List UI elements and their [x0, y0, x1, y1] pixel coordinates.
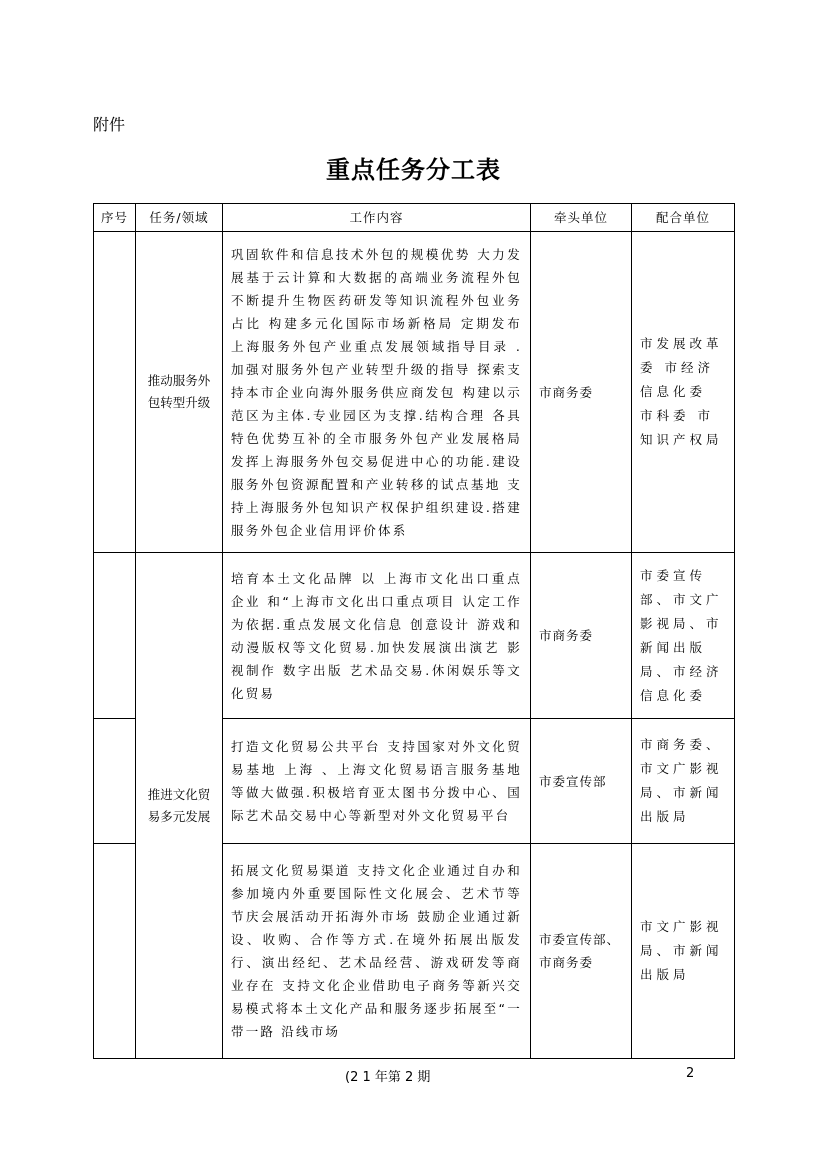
coop-cell: 市文广影视局、市新闻出版局: [632, 844, 735, 1059]
content-cell: 培育本土文化品牌 以 上海市文化出口重点企业 和“上海市文化出口重点项目 认定工作为依据.重点发展文化信息 创意设计 游戏和动漫版权等文化贸易.加快发展演出演艺 影视制作 数字出版 艺术品交易.休闲娱乐等文化贸易: [223, 553, 531, 719]
header-coop: 配合单位: [632, 204, 735, 232]
table-header-row: [94, 204, 735, 232]
lead-cell: 市委宣传部、市商务委: [531, 844, 632, 1059]
lead-cell: 市委宣传部: [531, 719, 632, 844]
coop-cell: 市发展改革委 市经济信息化委 市科委 市知识产权局: [632, 232, 735, 553]
header-content: 工作内容: [223, 204, 531, 232]
task-cell: 推动服务外包转型升级: [136, 232, 223, 553]
table-row: [94, 553, 735, 719]
content-cell: 拓展文化贸易渠道 支持文化企业通过自办和参加境内外重要国际性文化展会、艺术节等节庆会展活动开拓海外市场 鼓励企业通过新设、收购、合作等方式.在境外拓展出版发行、演出经纪、艺术品经营、游戏研发等商业存在 支持文化企业借助电子商务等新兴交易模式将本土文化产品和服务逐步拓展至“一带一路 沿线市场: [223, 844, 531, 1059]
header-lead: 牵头单位: [531, 204, 632, 232]
seq-cell: [94, 719, 136, 844]
content-cell: 巩固软件和信息技术外包的规模优势 大力发展基于云计算和大数据的高端业务流程外包 不断提升生物医药研发等知识流程外包业务占比 构建多元化国际市场新格局 定期发布 上海服务外包产业重点发展领域指导目录 .加强对服务外包产业转型升级的指导 探索支持本市企业向海外服务供应商发包 构建以示范区为主体.专业园区为支撑.结构合理 各具特色优势互补的全市服务外包产业发展格局 发挥上海服务外包交易促进中心的功能.建设服务外包资源配置和产业转移的试点基地 支持上海服务外包知识产权保护组织建设.搭建服务外包企业信用评价体系: [223, 232, 531, 553]
coop-cell: 市委宣传部、市文广影视局、市新闻出版局、市经济信息化委: [632, 553, 735, 719]
seq-cell: [94, 844, 136, 1059]
header-seq: 序号: [94, 204, 136, 232]
lead-cell: 市商务委: [531, 553, 632, 719]
header-task: 任务/领域: [136, 204, 223, 232]
content-cell: 打造文化贸易公共平台 支持国家对外文化贸易基地 上海 、上海文化贸易语言服务基地等做大做强.积极培育亚太图书分拨中心、国际艺术品交易中心等新型对外文化贸易平台: [223, 719, 531, 844]
lead-cell: 市商务委: [531, 232, 632, 553]
issue-footer: (2 1 年第 2 期: [345, 1070, 431, 1085]
page-title: 重点任务分工表: [326, 156, 501, 184]
seq-cell: [94, 553, 136, 719]
task-cell: 推进文化贸易多元发展: [136, 553, 223, 1059]
task-division-table: [93, 203, 735, 1059]
page-number: 2: [686, 1066, 695, 1081]
attachment-label: 附件: [93, 115, 126, 134]
table-row: [94, 232, 735, 553]
seq-cell: [94, 232, 136, 553]
coop-cell: 市商务委、市文广影视局、市新闻出版局: [632, 719, 735, 844]
